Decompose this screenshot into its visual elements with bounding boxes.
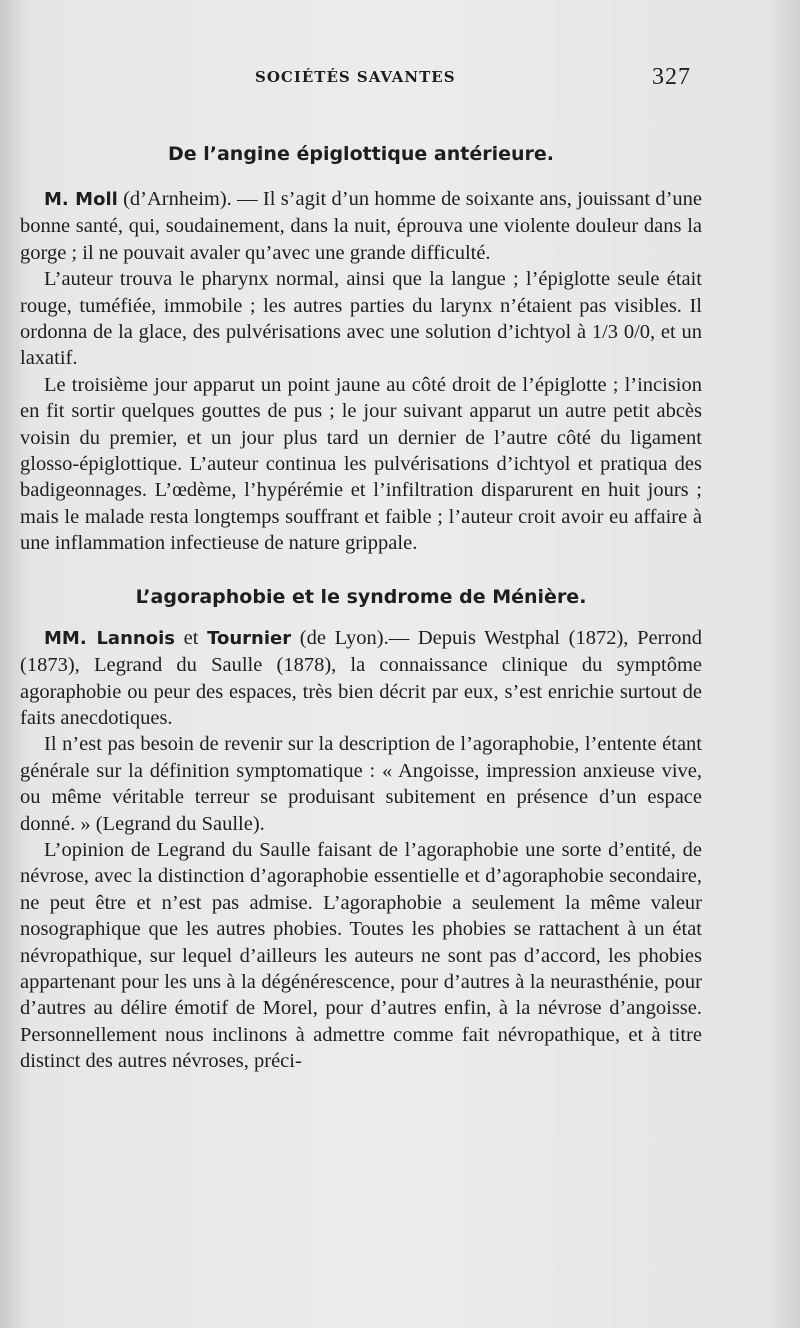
author-name: M. Moll — [44, 189, 118, 210]
section-title-angine: De l’angine épiglottique antérieure. — [167, 143, 555, 165]
page-body — [20, 140, 702, 1075]
section-title-agoraphobie: L’agoraphobie et le syndrome de Ménière. — [135, 585, 587, 608]
author-name: Tournier — [207, 627, 292, 649]
page-number: 327 — [652, 64, 691, 90]
conjunction: et — [174, 626, 208, 649]
paragraph-text: (de Lyon).— Depuis Westphal (1872), Perrond (1873), Legrand du Saulle (1878), la connaissance clinique du symptôme agoraphobie ou peur des espaces, très bien décrit par eux, s’est enrichie surtout de faits anecdotiques. — [20, 626, 702, 729]
running-head: SOCIÉTÉS SAVANTES — [255, 68, 456, 86]
paragraph: Il n’est pas besoin de revenir sur la description de l’agoraphobie, l’entente étant générale sur la définition symptomatique : « Angoisse, impression anxieuse vive, ou même véritable terreur se produisant subitement en présence d’un espace donné. » (Legrand du Saulle). — [20, 733, 702, 835]
paragraph: L’opinion de Legrand du Saulle faisant de l’agoraphobie une sorte d’entité, de névrose, avec la distinction d’agoraphobie essentielle et d’agoraphobie secondaire, ne peut être et n’est pas admise. L’agoraphobie a seulement la même valeur nosographique que les autres phobies. Toutes les phobies se rattachent à un état névropathique, sur lequel d’ailleurs les auteurs ne sont pas d’accord, les phobies appartenant pour les uns à la dégénérescence, pour d’autres à la neurasthénie, pour d’autres au délire émotif de Morel, pour d’autres enfin, à la névrose d’angoisse. Personnellement nous inclinons à admettre comme fait névropathique, et à titre distinct des autres névroses, préci- — [20, 838, 702, 1073]
paragraph — [20, 186, 702, 266]
paragraph: Le troisième jour apparut un point jaune au côté droit de l’épiglotte ; l’incision en fit sortir quelques gouttes de pus ; le jour suivant apparut un autre petit abcès voisin du premier, et un jour plus tard un dernier de l’autre côté du ligament glosso-épiglottique. L’auteur continua les pulvérisations d’ichtyol et pratiqua des badigeonnages. L’œdème, l’hypérémie et l’infiltration disparurent en huit jours ; mais le malade resta longtemps souffrant et faible ; l’auteur croit avoir eu affaire à une inflammation infectieuse de nature grippale. — [20, 373, 702, 555]
author-name: MM. Lannois — [44, 627, 175, 649]
paragraph: L’auteur trouva le pharynx normal, ainsi que la langue ; l’épiglotte seule était rouge, tuméfiée, immobile ; les autres parties du larynx n’étaient pas visibles. Il ordonna de la glace, des pulvérisations avec une solution d’ichtyol à 1/3 0/0, et un laxatif. — [20, 268, 702, 370]
paragraph-text: (d’Arnheim). — Il s’agit d’un homme de soixante ans, jouissant d’une bonne santé, qui, soudainement, dans la nuit, éprouva une violente douleur dans la gorge ; il ne pouvait avaler qu’avec une grande difficulté. — [20, 188, 702, 264]
paragraph — [20, 625, 702, 732]
